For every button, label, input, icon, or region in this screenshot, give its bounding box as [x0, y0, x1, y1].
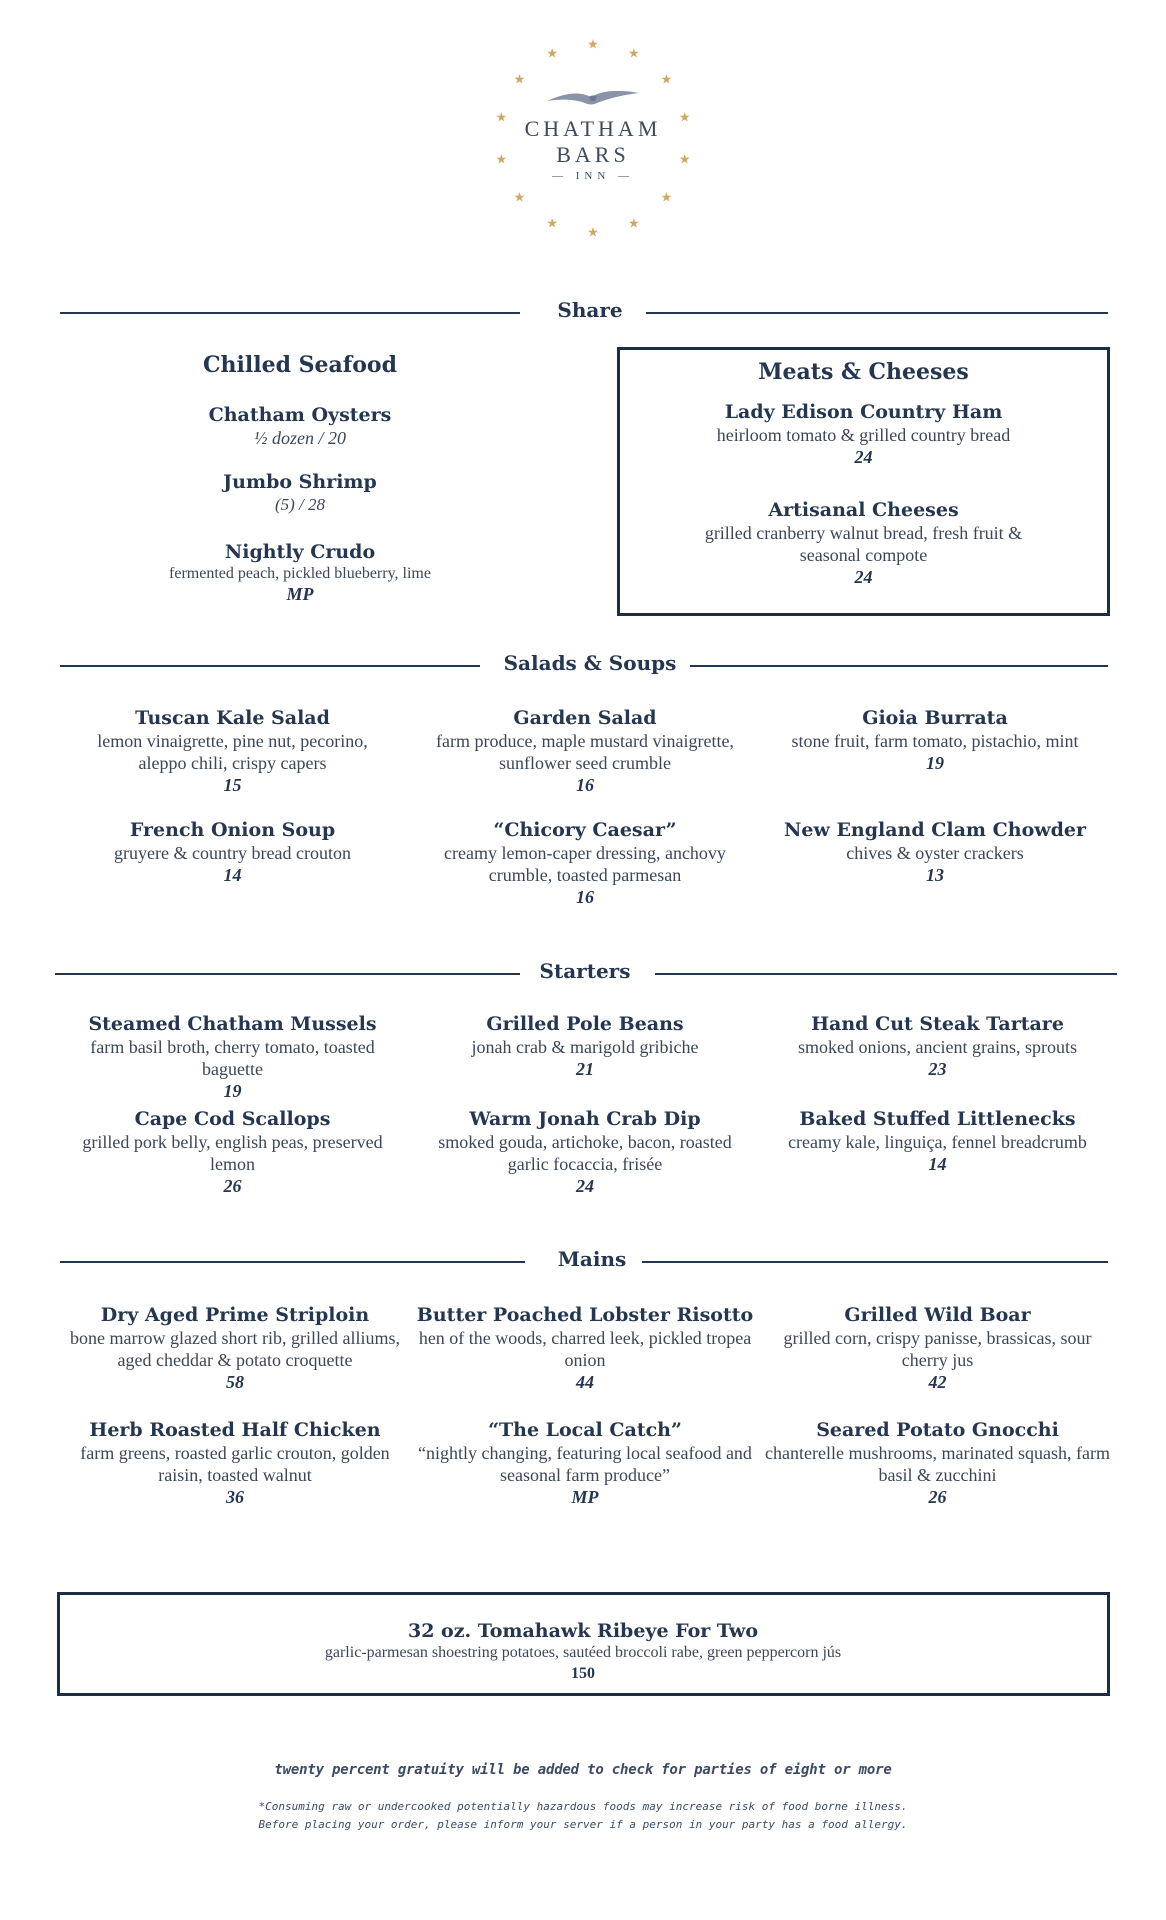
star-icon: ★: [513, 189, 526, 205]
item-price: MP: [571, 1487, 599, 1507]
item-name: French Onion Soup: [129, 819, 336, 841]
menu-item: [760, 818, 1110, 886]
item-description: grilled cranberry walnut bread, fresh fruit & seasonal compote: [704, 523, 1023, 565]
item-price: 19: [926, 753, 944, 773]
item-description: garlic-parmesan shoestring potatoes, sautéed broccoli rabe, green peppercorn jús: [324, 1644, 842, 1661]
menu-item: [415, 1303, 755, 1393]
section-title-mains: Mains: [557, 1247, 627, 1271]
item-description: grilled corn, crispy panisse, brassicas, sour cherry jus: [783, 1328, 1092, 1370]
item-price: (5) / 28: [274, 495, 326, 514]
item-price: 24: [854, 447, 873, 467]
star-icon: ★: [627, 45, 640, 61]
item-name: Grilled Pole Beans: [486, 1013, 684, 1035]
item-description: creamy kale, linguiça, fennel breadcrumb: [788, 1132, 1087, 1152]
item-name: Garden Salad: [513, 707, 657, 729]
star-icon: ★: [546, 45, 559, 61]
menu-item: [65, 1012, 400, 1102]
item-price: 24: [576, 1176, 594, 1196]
group-title: Meats & Cheeses: [758, 359, 969, 385]
star-icon: ★: [660, 71, 673, 87]
menu-item: [160, 403, 440, 449]
divider-right: [642, 1261, 1108, 1263]
star-icon: ★: [660, 189, 673, 205]
group-title: Chilled Seafood: [203, 352, 397, 378]
item-description: hen of the woods, charred leek, pickled tropea onion: [418, 1328, 752, 1370]
item-name: Butter Poached Lobster Risotto: [416, 1304, 754, 1326]
section-starters: [55, 959, 1117, 1003]
item-name: Lady Edison Country Ham: [724, 401, 1003, 423]
allergy-warning-line-2: Before placing your order, please inform your server if a person in your party has a food allergy.: [258, 1818, 908, 1831]
item-description: grilled pork belly, english peas, preserved lemon: [82, 1132, 383, 1174]
star-icon: ★: [627, 215, 640, 231]
item-description: farm greens, roasted garlic crouton, golden raisin, toasted walnut: [80, 1443, 390, 1485]
menu-item: [70, 1303, 400, 1393]
divider-left: [60, 1261, 525, 1263]
chilled-seafood-group: [160, 352, 440, 378]
item-description: creamy lemon-caper dressing, anchovy crumble, toasted parmesan: [444, 843, 726, 885]
divider-right: [655, 973, 1117, 975]
item-name: Steamed Chatham Mussels: [88, 1013, 377, 1035]
gratuity-note: twenty percent gratuity will be added to check for parties of eight or more: [274, 1762, 892, 1778]
item-description: heirloom tomato & grilled country bread: [716, 425, 1011, 445]
star-icon: ★: [495, 109, 508, 125]
star-icon: ★: [587, 224, 599, 240]
section-title-share: Share: [557, 298, 623, 322]
item-price: 42: [928, 1372, 947, 1392]
menu-item: [680, 498, 1047, 588]
item-name: Warm Jonah Crab Dip: [469, 1108, 701, 1130]
item-description: stone fruit, farm tomato, pistachio, mint: [791, 731, 1079, 751]
menu-item: [760, 706, 1110, 774]
item-price: 24: [854, 567, 873, 587]
menu-item: [765, 1303, 1110, 1393]
item-description: bone marrow glazed short rib, grilled alliums, aged cheddar & potato croquette: [70, 1328, 400, 1370]
menu-item: [420, 1107, 750, 1197]
item-description: chanterelle mushrooms, marinated squash, farm basil & zucchini: [765, 1443, 1110, 1485]
menu-item: [75, 706, 390, 796]
item-price: 21: [576, 1059, 594, 1079]
section-title-starters: Starters: [539, 959, 631, 983]
star-icon: ★: [678, 151, 691, 167]
item-description: smoked onions, ancient grains, sprouts: [798, 1037, 1077, 1057]
item-name: Baked Stuffed Littlenecks: [799, 1108, 1076, 1130]
item-description: chives & oyster crackers: [846, 843, 1024, 863]
item-price: MP: [286, 584, 314, 604]
item-price: 26: [223, 1176, 242, 1196]
divider-right: [690, 665, 1108, 667]
chatham-bars-inn-logo: [493, 30, 693, 240]
allergy-warning-line-1: *Consuming raw or undercooked potentially hazardous foods may increase risk of food borne illness.: [258, 1800, 908, 1813]
section-mains: [60, 1247, 1108, 1291]
section-share: [60, 298, 1108, 342]
star-icon: ★: [513, 71, 526, 87]
item-description: farm produce, maple mustard vinaigrette, sunflower seed crumble: [436, 731, 734, 773]
divider-left: [60, 312, 520, 314]
item-name: Gioia Burrata: [862, 707, 1008, 729]
star-icon: ★: [546, 215, 559, 231]
feature-item: [60, 1619, 1106, 1685]
divider-left: [60, 665, 480, 667]
menu-item: [770, 1012, 1105, 1080]
menu-item: [420, 818, 750, 908]
item-price: 36: [226, 1487, 244, 1507]
item-description: “nightly changing, featuring local seafood and seasonal farm produce”: [418, 1443, 752, 1485]
item-price: 23: [928, 1059, 947, 1079]
item-name: Hand Cut Steak Tartare: [811, 1013, 1064, 1035]
item-price: 58: [226, 1372, 244, 1392]
item-price: 16: [576, 887, 594, 907]
item-price: 15: [223, 775, 242, 795]
menu-item: [75, 818, 390, 886]
item-price: 44: [576, 1372, 594, 1392]
menu-item: [640, 400, 1087, 468]
item-description: fermented peach, pickled blueberry, lime: [169, 565, 431, 582]
logo-line-2: BARS: [556, 142, 630, 167]
item-name: Nightly Crudo: [224, 541, 376, 563]
meats-cheeses-group: [640, 359, 1087, 385]
item-name: Herb Roasted Half Chicken: [89, 1419, 381, 1441]
logo-line-3: — INN —: [551, 170, 635, 182]
menu-item: [70, 1418, 400, 1508]
item-description: smoked gouda, artichoke, bacon, roasted garlic focaccia, frisée: [438, 1132, 732, 1174]
divider-right: [646, 312, 1108, 314]
item-name: Dry Aged Prime Striploin: [100, 1304, 370, 1326]
item-name: “Chicory Caesar”: [493, 819, 677, 841]
item-name: Artisanal Cheeses: [768, 499, 959, 521]
item-name: Chatham Oysters: [208, 404, 392, 426]
item-name: Tuscan Kale Salad: [135, 707, 330, 729]
item-price: 19: [223, 1081, 242, 1101]
item-description: jonah crab & marigold gribiche: [471, 1037, 699, 1057]
menu-item: [770, 1107, 1105, 1175]
section-title-salads-soups: Salads & Soups: [503, 651, 677, 675]
menu-item: [420, 706, 750, 796]
divider-left: [55, 973, 520, 975]
menu-item: [65, 1107, 400, 1197]
menu-item: [420, 1012, 750, 1080]
item-name: “The Local Catch”: [488, 1419, 682, 1441]
item-description: lemon vinaigrette, pine nut, pecorino, aleppo chili, crispy capers: [97, 731, 368, 773]
star-icon: ★: [678, 109, 691, 125]
logo-line-1: CHATHAM: [524, 116, 662, 141]
item-price: 14: [223, 865, 242, 885]
star-icon: ★: [587, 36, 599, 52]
item-price: ½ dozen / 20: [254, 428, 346, 448]
item-name: 32 oz. Tomahawk Ribeye For Two: [407, 1620, 758, 1642]
menu-item: [160, 470, 440, 516]
item-name: Jumbo Shrimp: [223, 471, 377, 493]
item-name: New England Clam Chowder: [784, 819, 1086, 841]
seagull-icon: [545, 87, 641, 109]
menu-item: [415, 1418, 755, 1508]
star-icon: ★: [495, 151, 508, 167]
section-salads-soups: [60, 651, 1108, 695]
item-name: Seared Potato Gnocchi: [816, 1419, 1059, 1441]
menu-item: [765, 1418, 1110, 1508]
item-name: Grilled Wild Boar: [844, 1304, 1031, 1326]
item-price: 14: [928, 1154, 947, 1174]
item-price: 13: [926, 865, 944, 885]
item-price: 16: [576, 775, 594, 795]
item-price: 26: [928, 1487, 947, 1507]
menu-item: [165, 540, 435, 605]
item-description: gruyere & country bread crouton: [114, 843, 351, 863]
item-price: 150: [571, 1665, 595, 1682]
item-name: Cape Cod Scallops: [134, 1108, 331, 1130]
item-description: farm basil broth, cherry tomato, toasted baguette: [90, 1037, 375, 1079]
